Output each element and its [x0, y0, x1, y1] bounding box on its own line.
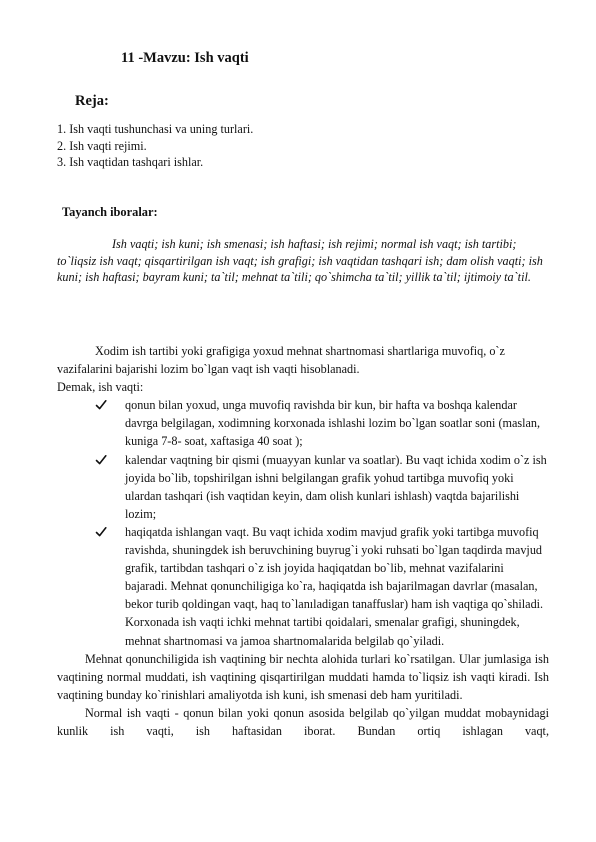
list-item: [95, 451, 549, 523]
check-list: [57, 396, 549, 649]
check-mark-icon: [95, 526, 107, 538]
body-paragraph: Normal ish vaqti - qonun bilan yoki qonun asosida belgilab qo`yilgan muddat mobaynidagi kunlik ish vaqti, ish haftasidan iborat. Bundan ortiq ishlagan vaqt,: [57, 705, 549, 738]
body-text: [57, 342, 549, 740]
list-item-text: kalendar vaqtning bir qismi (muayyan kunlar va soatlar). Bu vaqt ichida xodim o`z ish joyida bo`lib, topshirilgan ishni belgilangan grafik yohud tartibga muvofiq yoki ulardan tashqari (ish vaqtidan keyin, dam olish kunlari ishlash) vaqtda bajarilishi lozim;: [125, 452, 547, 521]
plan-item: 3. Ish vaqtidan tashqari ishlar.: [57, 155, 204, 169]
list-item: [95, 396, 549, 450]
demak-line: Demak, ish vaqti:: [57, 380, 144, 395]
keywords-heading: Tayanch iboralar:: [62, 205, 158, 219]
intro-paragraph: Xodim ish tartibi yoki grafigiga yoxud mehnat shartnomasi shartlariga muvofiq, o`z vazifalarini bajarishi lozim bo`lgan vaqt ish vaqti hisoblanadi.: [57, 344, 505, 377]
plan-item: 1. Ish vaqti tushunchasi va uning turlari.: [57, 122, 254, 136]
page-title: 11 -Mavzu: Ish vaqti: [121, 50, 249, 66]
check-mark-icon: [95, 399, 107, 411]
list-item-text: haqiqatda ishlangan vaqt. Bu vaqt ichida xodim mavjud grafik yoki tartibga muvofiq ravishda, shuningdek ish beruvchining buyrug`i yoki ruhsati bo`lgan taqdirda mavjud grafik, tartibdan tashqari o`z ish joyida haqiqatdan bo`lib, mehnat vazifalarini bajaradi. Mehnat qonunchiligiga ko`ra, haqiqatda ish bajarilmagan davrlar (masalan, bekor turib qoldingan vaqt, haq to`lanıladigan tanaffuslar) ham ish vaqtiga qo`shiladi. Korxonada ish vaqti ichki mehnat tartibi qoidalari, smenalar grafigi, shuningdek, mehnat shartnomasi va jamoa shartnomalarida belgilab qo`yiladi.: [125, 524, 544, 648]
keywords-text: Ish vaqti; ish kuni; ish smenasi; ish haftasi; ish rejimi; normal ish vaqt; ish tartibi; to`liqsiz ish vaqt; qisqartirilgan ish vaqt; ish grafigi; ish vaqtidan tashqari ish; dam olish vaqti; ish kuni; ish haftasi; bayram kuni; ta`til; mehnat ta`tili; qo`shimcha ta`til; yillik ta`til; ijtimoiy ta`til.: [57, 237, 543, 285]
list-item: [95, 523, 549, 650]
plan-heading: Reja:: [75, 93, 109, 109]
plan-list: [57, 121, 253, 171]
check-mark-icon: [95, 454, 107, 466]
plan-item: 2. Ish vaqti rejimi.: [57, 138, 147, 153]
list-item-text: qonun bilan yoxud, unga muvofiq ravishda bir kun, bir hafta va boshqa kalendar davrga belgilagan, xodimning korxonada ishlashi lozim bo`lgan soatlar soni (maslan, kuniga 7-8- soat, xaftasiga 40 soat );: [125, 398, 541, 449]
body-paragraph: Mehnat qonunchiligida ish vaqtining bir nechta alohida turlari ko`rsatilgan. Ular jumlasiga ish vaqtining normal muddati, ish vaqtining qisqartirilgan muddati hamda to`liqsiz ish vaqti kiradi. Ish vaqtining bunday ko`rinishlari amaliyotda ish kuni, ish smenasi deb ham yuritiladi.: [57, 651, 549, 702]
